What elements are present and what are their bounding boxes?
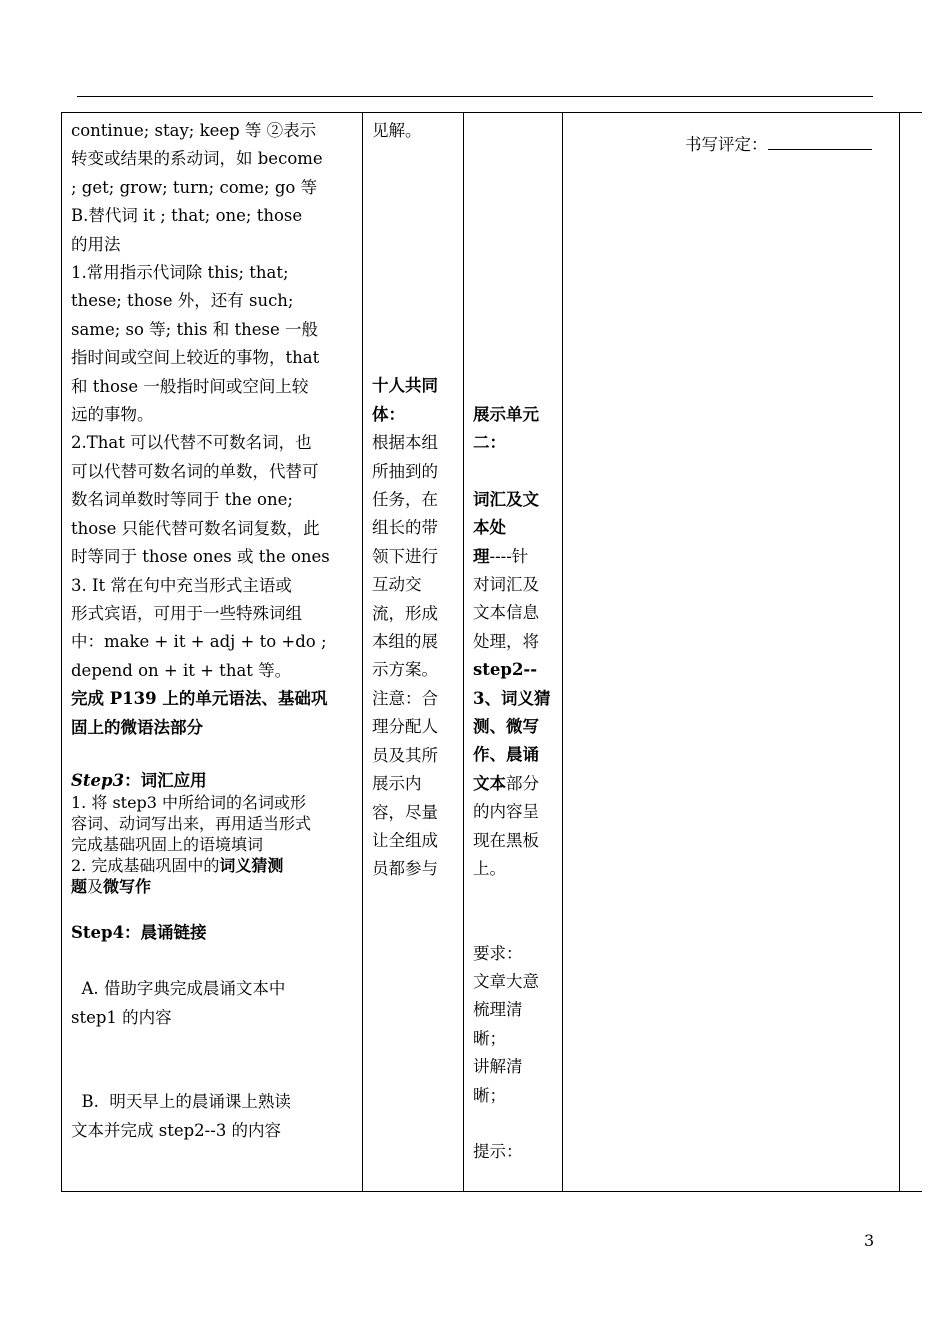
text-line: 上。	[473, 859, 506, 879]
group-activity-text	[363, 113, 463, 884]
text-line: ; get; grow; turn; come; go 等	[71, 177, 318, 197]
step3-item: 完成基础巩固上的语境填词	[71, 834, 264, 854]
step4-item-b: 文本并完成 step2--3 的内容	[71, 1120, 282, 1140]
task-instruction: 固上的微语法部分	[71, 717, 203, 737]
lesson-plan-table	[61, 112, 922, 1192]
step4-item-a: step1 的内容	[71, 1007, 172, 1027]
step3-item: 1. 将 step3 中所给词的名词或形	[71, 792, 307, 812]
text-line: 流，形成	[372, 603, 438, 623]
page-number: 3	[864, 1231, 875, 1250]
grammar-text	[62, 113, 362, 1145]
text-line: step2--	[473, 660, 538, 680]
text-line: 任务，在	[372, 490, 438, 510]
step3-item: 容词、动词写出来，再用适当形式	[71, 813, 312, 833]
text-line: 员及其所	[372, 745, 438, 765]
step3-item-2-cont: 题及微写作	[71, 876, 152, 896]
text-line: 可以代替可数名词的单数，代替可	[71, 461, 319, 481]
text-line: 形式宾语，可用于一些特殊词组	[71, 603, 302, 623]
step3-heading	[71, 770, 354, 792]
text-line: 本处	[473, 518, 506, 538]
text-line: 1.常用指示代词除 this; that;	[71, 263, 289, 283]
step3-item-2: 2. 完成基础巩固中的词义猜测	[71, 855, 284, 875]
requirements-line: 讲解清	[473, 1057, 523, 1077]
text-line: 容，尽量	[372, 802, 438, 822]
step3-label: Step3	[71, 770, 125, 790]
text-line: 中：make + it + adj + to +do ;	[71, 632, 327, 652]
text-line: 展示内	[372, 774, 422, 794]
requirements-line: 要求：	[473, 943, 523, 963]
text-line: 员都参与	[372, 859, 438, 879]
text-line: 词汇及文	[473, 489, 539, 509]
requirements-line: 梳理清	[473, 1000, 523, 1020]
task-instruction: 完成 P139 上的单元语法、基础巩	[71, 689, 328, 709]
group-title: 体：	[372, 404, 405, 424]
presentation-text	[464, 113, 562, 1166]
group-title: 十人共同	[372, 376, 438, 396]
text-line: depend on + it + that 等。	[71, 660, 292, 680]
text-line: 示方案。	[372, 660, 438, 680]
evaluation-cell	[563, 113, 900, 1192]
text-line: 作、晨诵	[473, 745, 539, 765]
text-line: B.替代词 it ; that; one; those	[71, 206, 303, 226]
text-line: 现在黑板	[473, 830, 539, 850]
text-line: continue; stay; keep 等 ②表示	[71, 121, 317, 140]
step3-title: ：词汇应用	[124, 770, 207, 790]
text-line: 理----针	[473, 546, 529, 566]
text-line: 对词汇及	[473, 575, 539, 595]
step4-item-b: B. 明天早上的晨诵课上熟读	[71, 1092, 291, 1112]
writing-evaluation	[563, 113, 899, 158]
step4-heading: Step4：晨诵链接	[71, 922, 207, 942]
step4-item-a: A. 借助字典完成晨诵文本中	[71, 979, 286, 999]
evaluation-blank[interactable]	[768, 131, 872, 150]
text-line: 远的事物。	[71, 405, 154, 425]
hint-label: 提示：	[473, 1141, 523, 1161]
text-line: 文本信息	[473, 603, 539, 623]
presentation-title: 二：	[473, 433, 506, 453]
text-line: 文本部分	[473, 773, 539, 793]
text-line: 的用法	[71, 234, 121, 254]
group-activity-cell	[363, 113, 464, 1192]
text-line: 3. It 常在句中充当形式主语或	[71, 575, 292, 595]
text-line: those 只能代替可数名词复数，此	[71, 518, 320, 538]
evaluation-label: 书写评定：	[685, 135, 768, 154]
text-line: 理分配人	[372, 717, 438, 737]
text-line: 数名词单数时等同于 the one;	[71, 490, 293, 510]
text-line: 让全组成	[372, 830, 438, 850]
text-line: 2.That 可以代替不可数名词，也	[71, 433, 312, 453]
text-line: 和 those 一般指时间或空间上较	[71, 376, 309, 396]
table-row	[62, 113, 923, 1192]
text-line: 本组的展	[372, 632, 438, 652]
requirements-line: 晰；	[473, 1028, 506, 1048]
header-rule	[77, 96, 873, 97]
text-line: 处理，将	[473, 631, 539, 651]
text-line: 注意：合	[372, 688, 438, 708]
text-line: 的内容呈	[473, 802, 539, 822]
text-line: same; so 等; this 和 these 一般	[71, 319, 318, 339]
text-line: 互动交	[372, 575, 422, 595]
text-line: 指时间或空间上较近的事物，that	[71, 348, 320, 368]
text-line: 领下进行	[372, 546, 438, 566]
text-line: 见解。	[372, 121, 422, 140]
presentation-title: 展示单元	[473, 405, 539, 424]
text-line: 时等同于 those ones 或 the ones	[71, 547, 330, 567]
text-line: these; those 外，还有 such;	[71, 291, 294, 311]
text-line: 所抽到的	[372, 461, 438, 481]
text-line: 测、微写	[473, 717, 539, 737]
edge-cell	[900, 113, 923, 1192]
text-line: 根据本组	[372, 433, 438, 453]
grammar-content-cell	[62, 113, 363, 1192]
text-line: 转变或结果的系动词，如 become	[71, 149, 323, 169]
presentation-cell	[464, 113, 563, 1192]
requirements-line: 文章大意	[473, 971, 539, 991]
text-line: 3、词义猜	[473, 688, 551, 708]
requirements-line: 晰；	[473, 1085, 506, 1105]
text-line: 组长的带	[372, 518, 438, 538]
